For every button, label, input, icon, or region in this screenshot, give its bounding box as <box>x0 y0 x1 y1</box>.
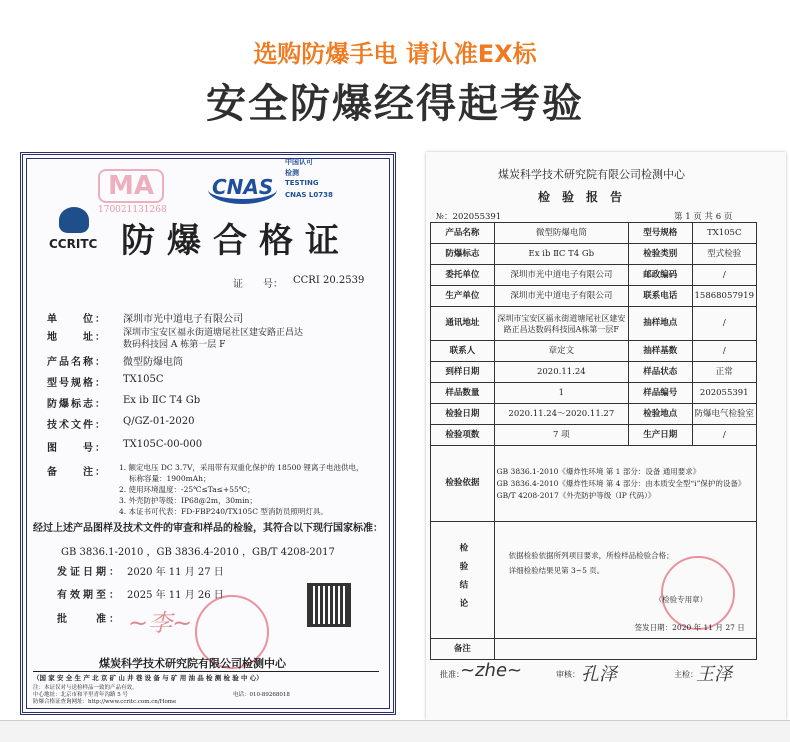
ccritc-logo: CCRITC <box>49 237 98 251</box>
main-headline: 安全防爆经得起考验 <box>206 81 584 127</box>
cnas-text-3: TESTING <box>285 179 319 187</box>
table-row <box>431 341 757 362</box>
report-page: 第 1 页 共 6 页 <box>674 212 733 222</box>
conformity-statement: 经过上述产品图样及技术文件的审查和样品的检验，其符合以下现行国家标准： <box>33 523 383 534</box>
row-label: 型号规格 <box>629 223 693 244</box>
row-value: 202055391 <box>692 383 757 404</box>
row-label: 检验项数 <box>431 425 495 446</box>
row-value: 防爆电气检验室 <box>692 404 757 425</box>
sign-date: 签发日期：2020 年 11 月 27 日 <box>634 623 745 632</box>
field-value: Ex ib ⅡC T4 Gb <box>123 395 201 406</box>
row-value: / <box>692 425 757 446</box>
table-row <box>431 383 757 404</box>
ma-number: 170021131268 <box>98 205 167 215</box>
approver-signature: ~zhe~ <box>460 660 523 681</box>
remarks-cell <box>494 639 756 660</box>
conclusion-cell <box>494 522 756 639</box>
row-label: 检验类别 <box>629 244 693 265</box>
report-organization: 煤炭科学技术研究院有限公司检测中心 <box>498 168 685 181</box>
cert-no-label: 证 号： <box>233 279 283 290</box>
cnas-text-2: 检测 <box>285 169 299 177</box>
footer-address: 中心地址：北京市和平里青年沟路 5 号 <box>33 692 128 698</box>
divider <box>33 671 379 672</box>
issue-date-label: 发证日期： <box>57 567 122 578</box>
table-row <box>431 307 757 341</box>
row-label: 防爆标志 <box>431 244 495 265</box>
certificate-title: 防爆合格证 <box>121 221 351 261</box>
row-value: 深圳市光中道电子有限公司 <box>494 265 628 286</box>
approve-label: 批 准： <box>57 614 122 625</box>
table-row <box>431 265 757 286</box>
row-value: 7 项 <box>494 425 628 446</box>
footer-phone: 电话：010-89268018 <box>233 692 290 698</box>
row-label: 样品数量 <box>431 383 495 404</box>
sub-headline: 选购防爆手电 请认准EX标 <box>253 40 537 68</box>
row-value: TX105C <box>692 223 757 244</box>
row-label: 生产单位 <box>431 286 495 307</box>
row-label: 生产日期 <box>629 425 693 446</box>
row-label: 通讯地址 <box>431 307 495 341</box>
inspector-label: 主检： <box>674 670 698 679</box>
row-value: / <box>692 341 757 362</box>
note-line: 3. 外壳防护等级：IP68@2m，30min； <box>119 496 257 505</box>
field-value: 深圳市光中道电子有限公司 <box>123 314 243 325</box>
footer-url: 防爆合格证查询网址：http://www.ccritc.com.cn/Home <box>33 699 177 705</box>
note-line: 1. 额定电压 DC 3.7V，采用带有双重化保护的 18500 锂离子电池供电， <box>119 463 364 472</box>
table-row <box>431 244 757 265</box>
field-value: TX105C-00-000 <box>123 439 203 450</box>
basis-label: 检验依据 <box>431 446 495 522</box>
row-value: / <box>692 265 757 286</box>
report-title: 检 验 报 告 <box>538 190 623 204</box>
explosion-proof-certificate <box>20 152 396 715</box>
row-value: 深圳市光中道电子有限公司 <box>494 286 628 307</box>
cnas-logo: CNAS <box>208 175 277 204</box>
row-value: 2020.11.24 <box>494 362 628 383</box>
issue-date: 2020 年 11 月 27 日 <box>127 567 224 578</box>
row-label: 样品编号 <box>629 383 693 404</box>
row-label: 委托单位 <box>431 265 495 286</box>
field-value: TX105C <box>123 374 164 385</box>
bottom-band <box>0 720 790 742</box>
row-value: / <box>692 307 757 341</box>
row-label: 抽样基数 <box>629 341 693 362</box>
row-label: 抽样地点 <box>629 307 693 341</box>
row-label: 样品状态 <box>629 362 693 383</box>
remarks-label: 备注 <box>431 639 495 660</box>
field-value: 微型防爆电筒 <box>123 357 183 368</box>
report-table <box>430 222 757 660</box>
row-label: 联系电话 <box>629 286 693 307</box>
seal-caption: （检验专用章） <box>654 595 708 604</box>
valid-until-label: 有效期至： <box>57 590 122 601</box>
field-value: 深圳市宝安区福永街道塘尾社区建安路正昌达 <box>123 328 304 338</box>
row-value: 1 <box>494 383 628 404</box>
inspection-seal <box>661 556 735 630</box>
ccritc-emblem-icon <box>59 207 89 233</box>
inspection-report <box>426 152 786 720</box>
row-label: 检验地点 <box>629 404 693 425</box>
row-value: 正常 <box>692 362 757 383</box>
field-value: Q/GZ-01-2020 <box>123 416 195 427</box>
conclusion-line: 详细检验结果见第 3~5 页。 <box>508 566 605 575</box>
conclusion-label: 检验结论 <box>431 522 495 639</box>
issuing-organization: 煤炭科学技术研究院有限公司检测中心 <box>99 657 286 670</box>
table-row <box>431 286 757 307</box>
field-label: 防爆标志： <box>47 399 107 410</box>
qr-code <box>307 583 351 627</box>
row-label: 到样日期 <box>431 362 495 383</box>
row-label: 检验日期 <box>431 404 495 425</box>
field-label: 地 址： <box>47 332 107 343</box>
reviewer-signature: 孔泽 <box>581 664 617 685</box>
row-value: 型式检验 <box>692 244 757 265</box>
row-value: 深圳市宝安区福永街道塘尾社区建安路正昌达数码科技园A栋第一层F <box>494 307 628 341</box>
field-label: 型号规格： <box>47 378 107 389</box>
field-label: 图 号： <box>47 443 107 454</box>
organization-subtitle: （国 家 安 全 生 产 北 京 矿 山 井 巷 设 备 与 矿 用 油 品 检 测 检 验 中 心） <box>33 674 263 682</box>
cert-no: CCRI 20.2539 <box>293 275 365 286</box>
row-value: 15868057919 <box>692 286 757 307</box>
ma-logo: MA <box>98 169 164 203</box>
table-row <box>431 362 757 383</box>
basis-item: GB 3836.4-2010《爆炸性环境 第 4 部分：由本质安全型“i”保护的设备》 <box>496 478 746 488</box>
field-label: 技术文件： <box>47 420 107 431</box>
field-value-line2: 数码科技园 A 栋第一层 F <box>123 340 226 350</box>
review-label: 审核： <box>556 670 580 679</box>
standards: GB 3836.1-2010 ，GB 3836.4-2010 ，GB/T 4208-2017 <box>61 547 335 558</box>
approve-label: 批准： <box>440 670 464 679</box>
valid-until-date: 2025 年 11 月 26 日 <box>127 590 224 601</box>
inspector-signature: 王泽 <box>696 664 732 685</box>
notes-label: 备 注： <box>47 467 107 478</box>
row-value: 2020.11.24～2020.11.27 <box>494 404 628 425</box>
row-label: 邮政编码 <box>629 265 693 286</box>
table-row <box>431 404 757 425</box>
note-line: 标称容量：1900mAh； <box>129 474 211 483</box>
conclusion-line: 依据检验依据所列项目要求，所检样品检验合格； <box>508 551 674 560</box>
table-row <box>431 425 757 446</box>
note-line: 2. 使用环境温度：-25℃≤Ta≤+55℃； <box>119 485 255 494</box>
row-value: 微型防爆电筒 <box>494 223 628 244</box>
row-label: 产品名称 <box>431 223 495 244</box>
cnas-text-1: 中国认可 <box>285 158 313 166</box>
row-label: 联系人 <box>431 341 495 362</box>
note-line: 4. 本证书可代表：FD-FBP240/TX105C 型消防员照明灯具。 <box>119 507 328 516</box>
row-value: Ex ib ⅡC T4 Gb <box>494 244 628 265</box>
basis-cell <box>494 446 756 522</box>
table-row <box>431 223 757 244</box>
row-value: 章定文 <box>494 341 628 362</box>
field-label: 产品名称： <box>47 357 107 368</box>
approver-signature: ~李~ <box>128 609 193 637</box>
basis-item: GB/T 4208-2017《外壳防护等级（IP 代码）》 <box>496 490 656 500</box>
field-label: 单 位： <box>47 314 107 325</box>
basis-item: GB 3836.1-2010《爆炸性环境 第 1 部分：设备 通用要求》 <box>496 466 701 476</box>
footer-note: 注：本证仅对与送检样品一致的产品有效。 <box>33 685 138 691</box>
cnas-text-4: CNAS L0738 <box>285 191 333 199</box>
report-number: №：202055391 <box>436 212 502 222</box>
